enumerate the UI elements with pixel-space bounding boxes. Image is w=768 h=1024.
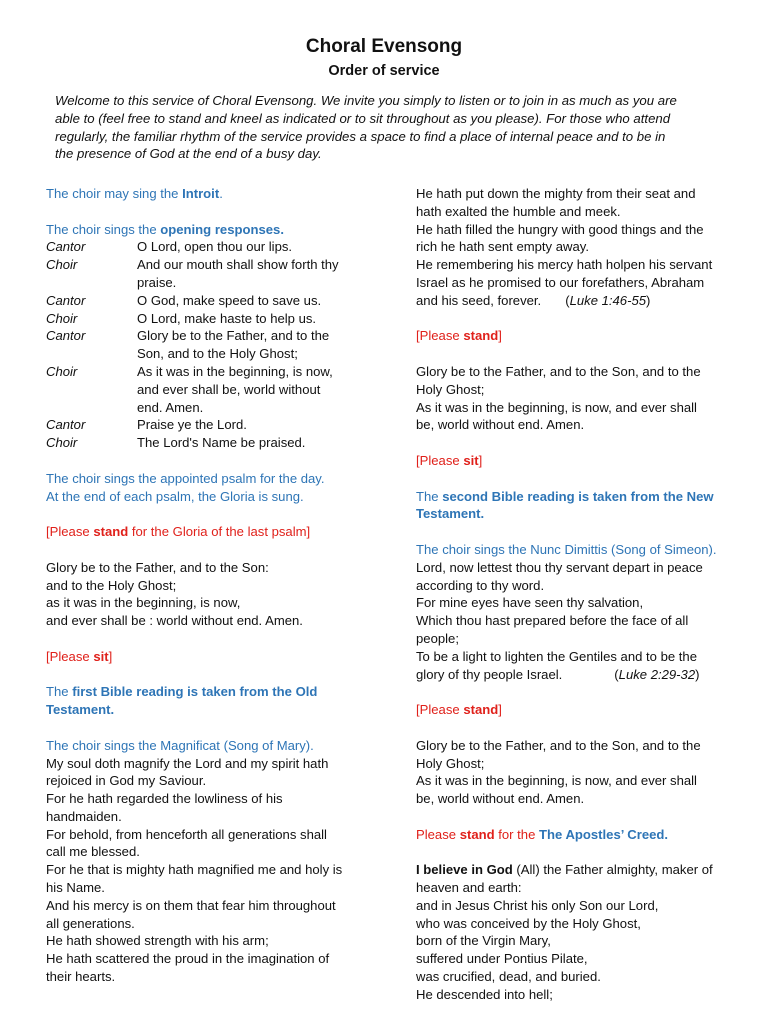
creed-heading-mid: for the bbox=[494, 826, 540, 842]
stand-instruction bbox=[46, 523, 381, 541]
sit-instruction bbox=[416, 452, 746, 470]
nunc-last-line: glory of thy people Israel. (Luke 2:29-32) bbox=[416, 666, 700, 682]
welcome-line: the presence of God at the end of a busy day. bbox=[55, 146, 322, 162]
creed-line: born of the Virgin Mary, bbox=[416, 933, 551, 949]
sit-post: ] bbox=[108, 648, 113, 664]
introit-post: . bbox=[219, 186, 223, 201]
response-text: and ever shall be, world without bbox=[137, 381, 321, 397]
stand-bold: stand bbox=[463, 702, 499, 718]
stand-instruction bbox=[416, 327, 746, 345]
magnificat-line: handmaiden. bbox=[46, 808, 122, 824]
stand-pre: [Please bbox=[416, 702, 464, 718]
introit-instruction bbox=[46, 185, 381, 203]
gloria-line: Glory be to the Father, and to the Son, and to the bbox=[416, 363, 701, 379]
second-reading-heading bbox=[416, 488, 746, 506]
nunc-line: Lord, now lettest thou thy servant depart in peace bbox=[416, 559, 703, 575]
magnificat-line: And his mercy is on them that fear him throughout bbox=[46, 897, 336, 913]
magnificat-line: call me blessed. bbox=[46, 844, 140, 860]
magnificat-line: He remembering his mercy hath holpen his servant bbox=[416, 257, 713, 273]
response-role: Choir bbox=[46, 363, 78, 379]
creed-line: suffered under Pontius Pilate, bbox=[416, 951, 588, 967]
responses-list bbox=[46, 238, 381, 452]
response-text: Glory be to the Father, and to the bbox=[137, 328, 330, 344]
page-title: Choral Evensong bbox=[305, 36, 463, 57]
responses-heading bbox=[46, 221, 381, 239]
creed-heading-title: The Apostles’ Creed. bbox=[539, 826, 669, 842]
sit-post: ] bbox=[478, 452, 483, 468]
nunc-reference: Luke 2:29-32 bbox=[618, 666, 696, 682]
gloria-line: Glory be to the Father, and to the Son, and to the bbox=[416, 737, 701, 753]
magnificat-last-line: and his seed, forever. (Luke 1:46-55) bbox=[416, 292, 651, 308]
responses-heading-pre: The choir sings the bbox=[46, 221, 161, 237]
magnificat-line: rich he hath sent empty away. bbox=[416, 239, 589, 255]
nunc-line: For mine eyes have seen thy salvation, bbox=[416, 595, 644, 611]
gloria-line: As it was in the beginning, is now, and ever shall bbox=[416, 773, 697, 789]
creed-heading-pre: Please bbox=[416, 826, 460, 842]
page-subtitle: Order of service bbox=[328, 63, 440, 79]
creed-line: who was conceived by the Holy Ghost, bbox=[416, 915, 641, 931]
magnificat-line: He hath showed strength with his arm; bbox=[46, 933, 269, 949]
response-row bbox=[46, 256, 381, 274]
creed-first-line bbox=[416, 861, 746, 879]
stand-post: ] bbox=[498, 328, 502, 344]
response-row bbox=[46, 363, 381, 381]
response-text: O Lord, open thou our lips. bbox=[137, 239, 293, 255]
stand-post: for the Gloria of the last psalm] bbox=[128, 524, 311, 540]
welcome-line: regularly, the familiar rhythm of the service provides a space to find a place of internal peace and to be in bbox=[55, 128, 666, 144]
magnificat-reference: Luke 1:46-55 bbox=[569, 292, 647, 308]
response-text: And our mouth shall show forth thy bbox=[137, 257, 339, 273]
response-role: Cantor bbox=[46, 417, 86, 433]
nunc-line: Which thou hast prepared before the face of all bbox=[416, 613, 689, 629]
first-reading-heading-cont: Testament. bbox=[46, 702, 115, 718]
magnificat-line: his Name. bbox=[46, 880, 105, 896]
left-column bbox=[46, 185, 381, 986]
response-text: O Lord, make haste to help us. bbox=[137, 310, 317, 326]
nunc-line: according to thy word. bbox=[416, 577, 545, 593]
response-text: The Lord's Name be praised. bbox=[137, 435, 306, 451]
response-text: Praise ye the Lord. bbox=[137, 417, 247, 433]
stand-post: ] bbox=[498, 702, 502, 718]
magnificat-line: hath exalted the humble and meek. bbox=[416, 203, 621, 219]
introit-bold: Introit bbox=[182, 186, 220, 201]
right-column bbox=[416, 185, 746, 1004]
nunc-dimittis-heading: The choir sings the Nunc Dimittis (Song of Simeon). bbox=[416, 541, 717, 557]
introit-pre: The choir may sing the bbox=[46, 186, 183, 201]
first-reading-heading bbox=[46, 683, 381, 701]
gloria-line: As it was in the beginning, is now, and ever shall bbox=[416, 399, 697, 415]
reading-pre: The bbox=[416, 488, 443, 504]
reading-pre: The bbox=[46, 684, 73, 700]
magnificat-line: He hath put down the mighty from their seat and bbox=[416, 186, 696, 201]
magnificat-line: For he hath regarded the lowliness of his bbox=[46, 791, 283, 807]
response-row bbox=[46, 238, 381, 256]
nunc-line: To be a light to lighten the Gentiles and to be the bbox=[416, 648, 697, 664]
response-role: Cantor bbox=[46, 239, 86, 255]
sit-bold: sit bbox=[93, 648, 109, 664]
nunc-line: people; bbox=[416, 630, 459, 646]
creed-heading bbox=[416, 826, 746, 844]
sit-bold: sit bbox=[463, 452, 479, 468]
magnificat-line: He hath filled the hungry with good things and the bbox=[416, 221, 704, 237]
reading-bold: second Bible reading is taken from the New bbox=[442, 488, 714, 504]
gloria-line: be, world without end. Amen. bbox=[416, 791, 585, 807]
response-role: Choir bbox=[46, 310, 78, 326]
response-role: Cantor bbox=[46, 328, 86, 344]
stand-bold: stand bbox=[93, 524, 129, 540]
gloria-line: Holy Ghost; bbox=[416, 381, 485, 397]
second-reading-heading-cont: Testament. bbox=[416, 506, 485, 522]
gloria-line: Holy Ghost; bbox=[416, 755, 485, 771]
magnificat-line: rejoiced in God my Saviour. bbox=[46, 773, 207, 789]
response-row bbox=[46, 416, 381, 434]
sit-instruction bbox=[46, 648, 381, 666]
creed-first-rest: (All) the Father almighty, maker of bbox=[512, 862, 713, 878]
response-text: praise. bbox=[137, 274, 177, 290]
welcome-line: Welcome to this service of Choral Evensong. We invite you simply to listen or to join in as much as you are bbox=[55, 93, 677, 108]
response-role: Choir bbox=[46, 435, 78, 451]
response-role: Choir bbox=[46, 257, 78, 273]
reading-bold: first Bible reading is taken from the Old bbox=[72, 684, 318, 700]
responses-heading-bold: opening responses. bbox=[160, 221, 284, 237]
gloria-line: be, world without end. Amen. bbox=[416, 417, 585, 433]
nunc-last-text: glory of thy people Israel. bbox=[416, 666, 563, 682]
gloria-instruction: At the end of each psalm, the Gloria is sung. bbox=[46, 488, 304, 504]
magnificat-heading: The choir sings the Magnificat (Song of Mary). bbox=[46, 737, 314, 753]
creed-line: He descended into hell; bbox=[416, 986, 553, 1002]
welcome-paragraph bbox=[55, 92, 725, 163]
gloria-line: as it was in the beginning, is now, bbox=[46, 595, 241, 611]
response-text: O God, make speed to save us. bbox=[137, 292, 322, 308]
creed-line: and in Jesus Christ his only Son our Lord, bbox=[416, 897, 659, 913]
welcome-line: able to (feel free to stand and kneel as indicated or to sit throughout as you please). For those who attend bbox=[55, 110, 671, 126]
response-role: Cantor bbox=[46, 292, 86, 308]
gloria-line: and ever shall be : world without end. Amen. bbox=[46, 613, 303, 629]
stand-bold: stand bbox=[463, 328, 499, 344]
creed-heading-bold: stand bbox=[459, 826, 495, 842]
response-row bbox=[46, 310, 381, 328]
magnificat-line: For behold, from henceforth all generations shall bbox=[46, 826, 327, 842]
response-row bbox=[46, 327, 381, 345]
creed-line: heaven and earth: bbox=[416, 880, 522, 896]
response-row bbox=[46, 434, 381, 452]
stand-instruction bbox=[416, 701, 746, 719]
magnificat-line: all generations. bbox=[46, 915, 135, 931]
creed-first-bold: I believe in God bbox=[416, 862, 513, 878]
magnificat-line: Israel as he promised to our forefathers, Abraham bbox=[416, 274, 705, 290]
response-row bbox=[46, 292, 381, 310]
sit-pre: [Please bbox=[416, 452, 464, 468]
magnificat-line: their hearts. bbox=[46, 969, 116, 985]
gloria-line: and to the Holy Ghost; bbox=[46, 577, 177, 593]
magnificat-line: For he that is mighty hath magnified me and holy is bbox=[46, 862, 343, 878]
magnificat-line: My soul doth magnify the Lord and my spirit hath bbox=[46, 755, 329, 771]
stand-pre: [Please bbox=[416, 328, 464, 344]
response-text: end. Amen. bbox=[137, 399, 204, 415]
magnificat-line: He hath scattered the proud in the imagination of bbox=[46, 951, 330, 967]
response-text: Son, and to the Holy Ghost; bbox=[137, 346, 298, 362]
gloria-line: Glory be to the Father, and to the Son: bbox=[46, 559, 269, 575]
stand-pre: [Please bbox=[46, 524, 94, 540]
sit-pre: [Please bbox=[46, 648, 94, 664]
magnificat-last-text: and his seed, forever. bbox=[416, 292, 542, 308]
psalm-instruction: The choir sings the appointed psalm for the day. bbox=[46, 470, 325, 486]
response-text: As it was in the beginning, is now, bbox=[137, 363, 333, 379]
creed-line: was crucified, dead, and buried. bbox=[416, 969, 601, 985]
